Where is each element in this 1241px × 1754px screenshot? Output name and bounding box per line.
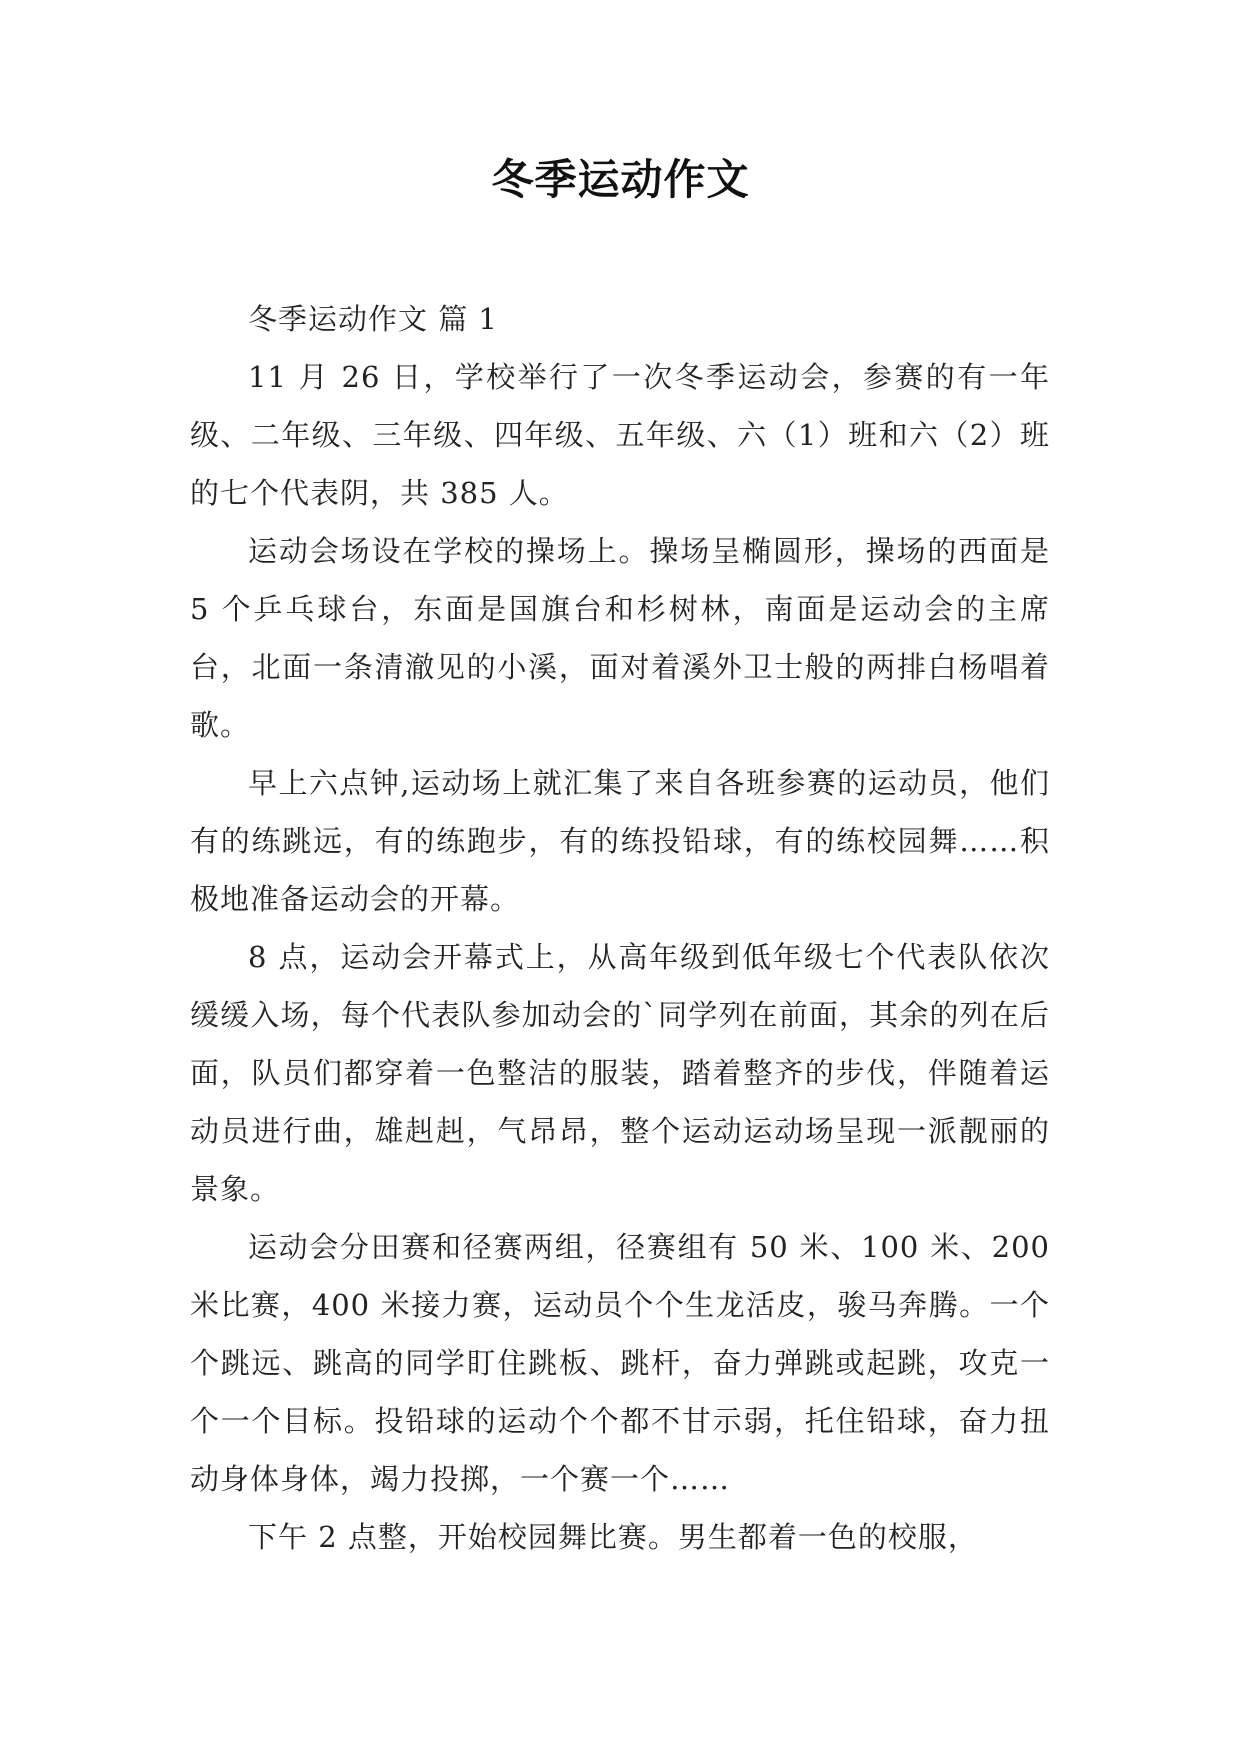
paragraph-5: 运动会分田赛和径赛两组，径赛组有 50 米、100 米、200 米比赛，400 米接力赛，运动员个个生龙活皮，骏马奔腾。一个个跳远、跳高的同学盯住跳板、跳杆，奋力弹跳或起跳，攻克一个一个目标。投铅球的运动个个都不甘示弱，托住铅球，奋力扭动身体身体，竭力投掷，一个赛一个…… — [190, 1230, 1050, 1496]
paragraph-6: 下午 2 点整，开始校园舞比赛。男生都着一色的校服， — [248, 1520, 978, 1554]
paragraph-3: 早上六点钟,运动场上就汇集了来自各班参赛的运动员，他们有的练跳远，有的练跑步，有的练投铅球，有的练校园舞……积极地准备运动会的开幕。 — [190, 766, 1050, 916]
document-body — [190, 290, 1050, 1566]
section-heading: 冬季运动作文 篇 1 — [248, 302, 498, 336]
paragraph-4: 8 点，运动会开幕式上，从高年级到低年级七个代表队依次缓缓入场，每个代表队参加动会的`同学列在前面，其余的列在后面，队员们都穿着一色整洁的服装，踏着整齐的步伐，伴随着运动员进行曲，雄赳赳，气昂昂，整个运动运动场呈现一派靓丽的景象。 — [190, 940, 1050, 1206]
paragraph-1: 11 月 26 日，学校举行了一次冬季运动会，参赛的有一年级、二年级、三年级、四年级、五年级、六（1）班和六（2）班的七个代表阴，共 385 人。 — [190, 360, 1050, 510]
document-title: 冬季运动作文 — [491, 155, 750, 204]
paragraph-2: 运动会场设在学校的操场上。操场呈椭圆形，操场的西面是 5 个乒乓球台，东面是国旗台和杉树林，南面是运动会的主席台，北面一条清澈见的小溪，面对着溪外卫士般的两排白杨唱着歌。 — [190, 534, 1050, 742]
